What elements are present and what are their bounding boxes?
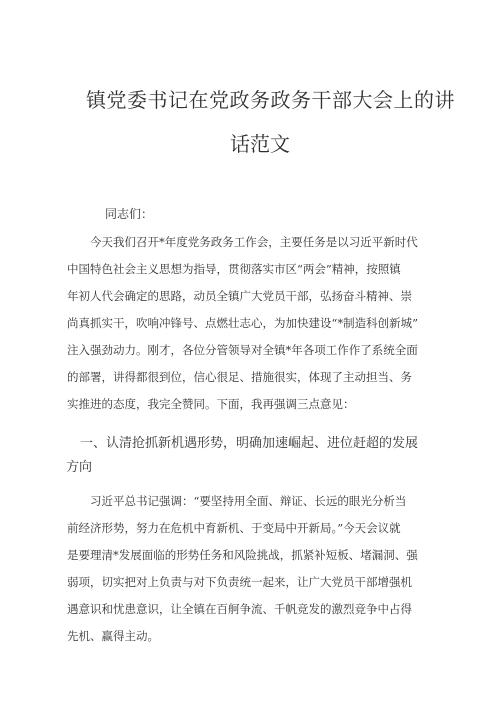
salutation: 同志们： [105, 207, 154, 221]
paragraph-2 [67, 488, 434, 650]
document-title-line1: 镇党委书记在党政务政务干部大会上的讲 [86, 88, 455, 112]
paragraph-line: 尚真抓实干，吹响冲锋号、点燃壮志心，为加快建设“*制造科创新城” [67, 316, 419, 330]
heading-line: 一、认清抢抓新机遇形势，明确加速崛起、进位赶超的发展 [80, 436, 419, 451]
paragraph-line: 注入强劲动力。刚才，各位分管领导对全镇*年各项工作作了系统全面 [67, 343, 418, 357]
paragraph-line: 实推进的态度，我完全赞同。下面，我再强调三点意见： [67, 397, 355, 411]
paragraph-line: 是要理清*发展面临的形势任务和风险挑战，抓紧补短板、堵漏洞、强 [67, 548, 418, 562]
paragraph-line: 先机、赢得主动。 [67, 629, 159, 643]
paragraph-line: 中国特色社会主义思想为指导，贯彻落实市区“两会”精神，按照镇 [67, 262, 401, 276]
paragraph-line: 前经济形势，努力在危机中育新机、于变局中开新局。”今天会议就 [67, 521, 401, 535]
paragraph-1 [67, 229, 434, 418]
heading-line: 方向 [66, 460, 93, 475]
document-title-line2: 话范文 [230, 132, 290, 156]
section-heading-1 [66, 432, 440, 480]
paragraph-line: 弱项，切实把对上负责与对下负责统一起来，让广大党员干部增强机 [67, 575, 412, 589]
paragraph-line: 今天我们召开*年度党务政务工作会，主要任务是以习近平新时代 [67, 235, 418, 249]
paragraph-line: 年初人代会确定的思路，动员全镇广大党员干部，弘扬奋斗精神、崇 [67, 289, 412, 303]
paragraph-line: 的部署，讲得都很到位，信心很足、措施很实，体现了主动担当、务 [67, 370, 412, 384]
paragraph-line: 习近平总书记强调：“要坚持用全面、辩证、长远的眼光分析当 [67, 494, 407, 508]
paragraph-line: 遇意识和忧患意识，让全镇在百舸争流、千帆竞发的激烈竞争中占得 [67, 602, 412, 616]
